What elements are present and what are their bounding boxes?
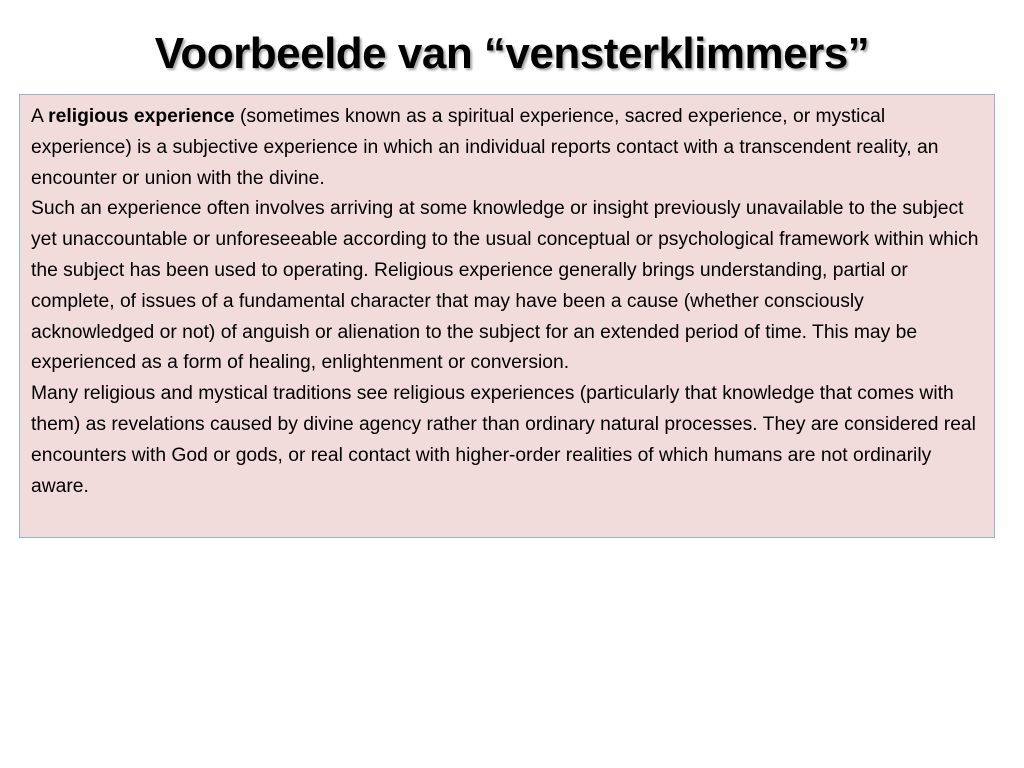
paragraph-traditions: Many religious and mystical traditions see religious experiences (particularly that knowledge that comes with them) as revelations caused by divine agency rather than ordinary natural processes. They are considered real encounters with God or gods, or real contact with higher-order realities of which humans are not ordinarily aware.	[31, 383, 976, 497]
content-text-box	[19, 94, 995, 538]
slide-title: Voorbeelde van “vensterklimmers”	[154, 29, 870, 78]
religious-experience-term: religious experience	[48, 106, 235, 127]
paragraph-lead: A	[31, 106, 49, 127]
paragraph-knowledge: Such an experience often involves arriving at some knowledge or insight previously unavailable to the subject yet unaccountable or unforeseeable according to the usual conceptual or psychological framework within which the subject has been used to operating. Religious experience generally brings understanding, partial or complete, of issues of a fundamental character that may have been a cause (whether consciously acknowledged or not) of anguish or alienation to the subject for an extended period of time. This may be experienced as a form of healing, enlightenment or conversion.	[31, 198, 979, 374]
paragraph-definition-rest: (sometimes known as a spiritual experience, sacred experience, or mystical experience) is a subjective experience in which an individual reports contact with a transcendent reality, an encounter or union with the divine.	[31, 106, 939, 189]
paragraph-definition	[31, 102, 984, 194]
